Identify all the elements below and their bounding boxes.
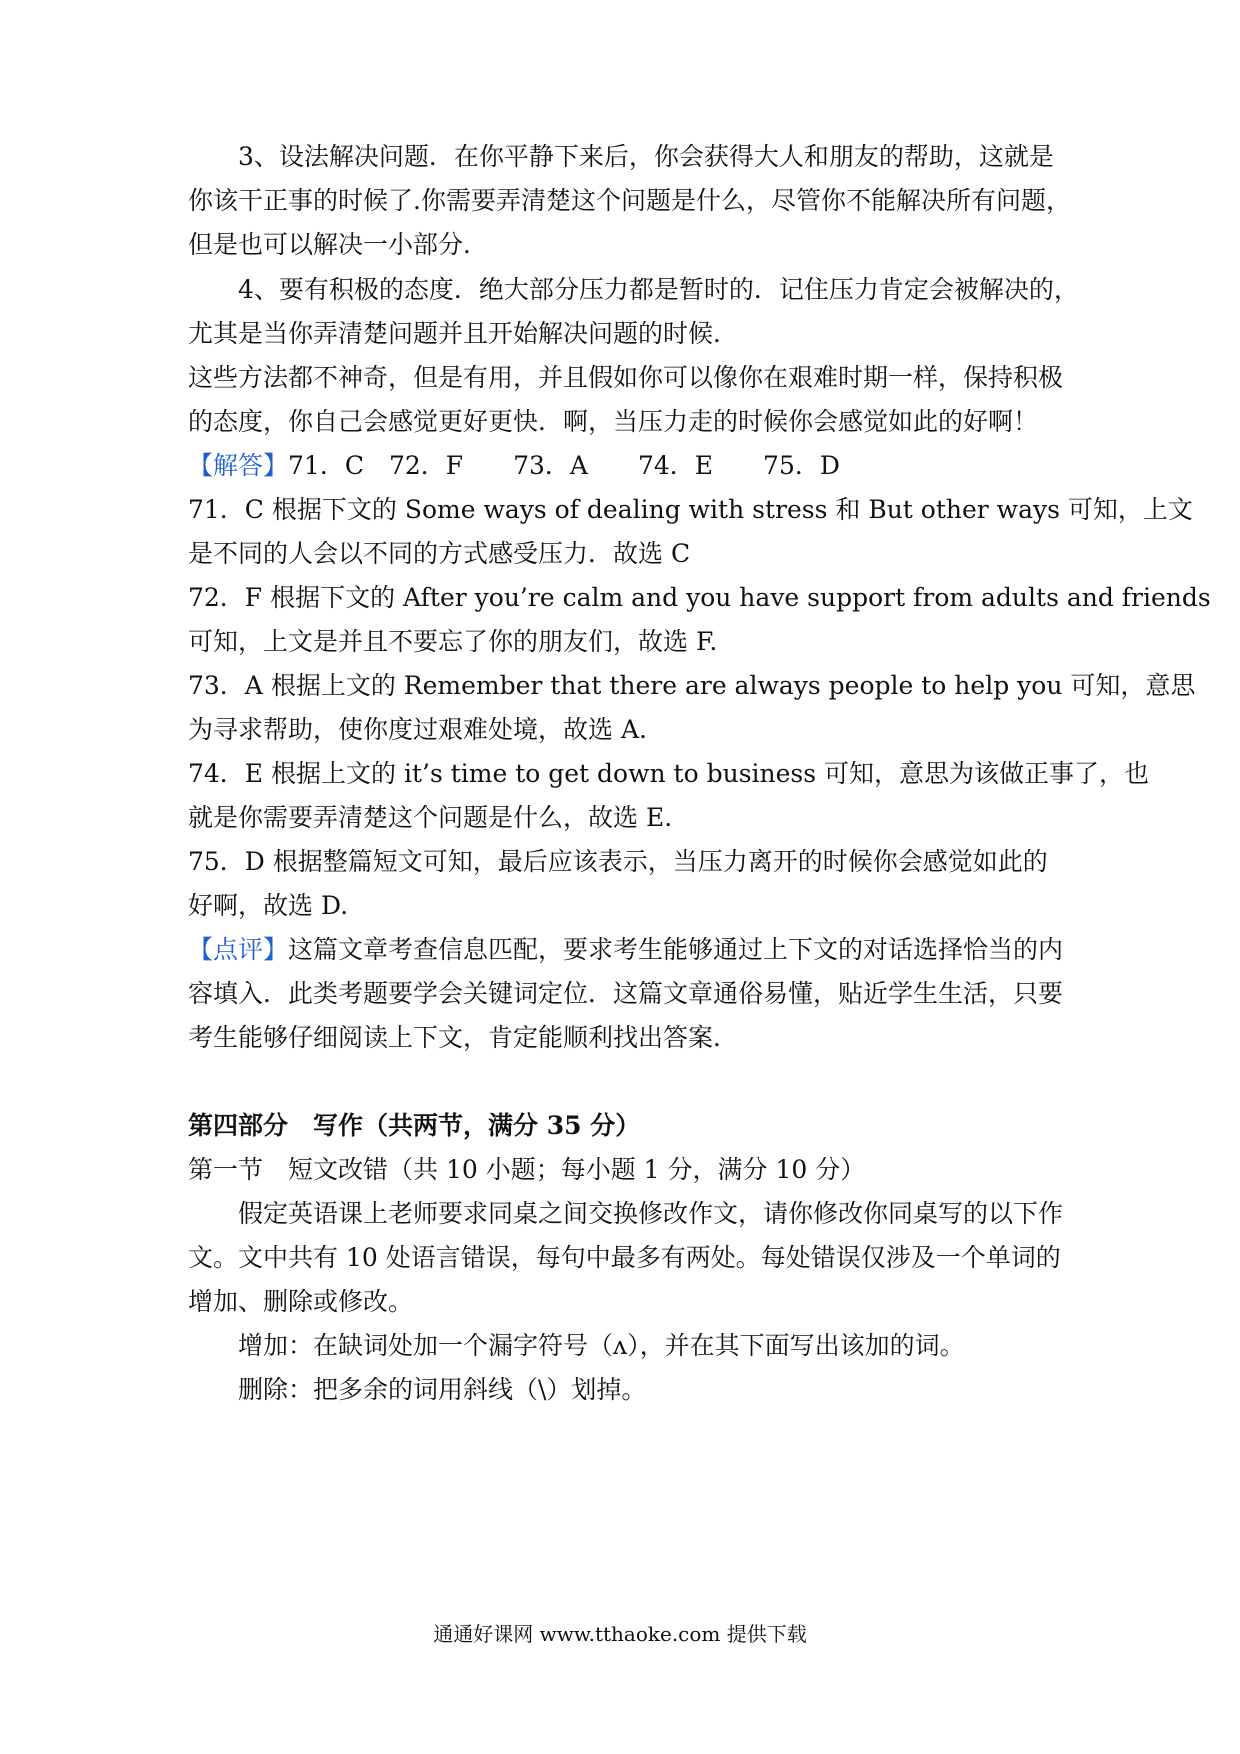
section-4-subheading: 第一节 短文改错（共 10 小题；每小题 1 分，满分 10 分）: [188, 1155, 866, 1184]
instruction-line-1: 假定英语课上老师要求同桌之间交换修改作文，请你修改你同桌写的以下作: [238, 1199, 1064, 1228]
instruction-line-2: 文。文中共有 10 处语言错误，每句中最多有两处。每处错误仅涉及一个单词的: [188, 1243, 1061, 1272]
explanation-74-line-2: 就是你需要弄清楚这个问题是什么，故选 E.: [188, 803, 673, 832]
paragraph-4-line-2: 尤其是当你弄清楚问题并且开始解决问题的时候．: [188, 319, 739, 348]
comment-line-3: 考生能够仔细阅读上下文，肯定能顺利找出答案．: [188, 1023, 739, 1052]
explanation-71-line-1: 71．C 根据下文的 Some ways of dealing with stress 和 But other ways 可知，上文: [188, 495, 1193, 524]
comment-tag: 【点评】: [188, 935, 289, 964]
paragraph-3-line-3: 但是也可以解决一小部分．: [188, 230, 489, 259]
paragraph-3-line-2: 你该干正事的时候了.你需要弄清楚这个问题是什么，尽管你不能解决所有问题，: [188, 186, 1071, 215]
explanation-72-line-1: 72．F 根据下文的 After you’re calm and you have support from adults and friends: [188, 583, 1211, 612]
answer-line: [188, 449, 1068, 483]
explanation-74-line-1: 74．E 根据上文的 it’s time to get down to business 可知，意思为该做正事了，也: [188, 759, 1150, 788]
explanation-72-line-2: 可知，上文是并且不要忘了你的朋友们，故选 F.: [188, 627, 718, 656]
explanation-73-line-1: 73．A 根据上文的 Remember that there are always people to help you 可知，意思: [188, 671, 1196, 700]
paragraph-3-line-1: 3、设法解决问题．在你平静下来后，你会获得大人和朋友的帮助，这就是: [238, 142, 1054, 171]
comment-text-1: 这篇文章考查信息匹配，要求考生能够通过上下文的对话选择恰当的内: [288, 935, 1064, 964]
answer-tag: 【解答】: [188, 451, 289, 480]
explanation-73-line-2: 为寻求帮助，使你度过艰难处境，故选 A.: [188, 715, 647, 744]
closing-line-1: 这些方法都不神奇，但是有用，并且假如你可以像你在艰难时期一样，保持积极: [188, 363, 1064, 392]
comment-line-1: [188, 933, 1068, 967]
delete-rule: 删除：把多余的词用斜线（\）划掉。: [238, 1375, 647, 1404]
explanation-75-line-2: 好啊，故选 D.: [188, 891, 349, 920]
answer-text: 71．C 72．F 73．A 74．E 75．D: [288, 451, 840, 480]
add-rule: 增加：在缺词处加一个漏字符号（ʌ），并在其下面写出该加的词。: [238, 1331, 965, 1360]
explanation-75-line-1: 75．D 根据整篇短文可知，最后应该表示，当压力离开的时候你会感觉如此的: [188, 847, 1048, 876]
closing-line-2: 的态度，你自己会感觉更好更快．啊，当压力走的时候你会感觉如此的好啊！: [188, 407, 1039, 436]
section-4-heading: 第四部分 写作（共两节，满分 35 分）: [188, 1111, 641, 1140]
page-footer: 通通好课网 www.tthaoke.com 提供下载: [433, 1622, 807, 1646]
explanation-71-line-2: 是不同的人会以不同的方式感受压力．故选 C: [188, 539, 691, 568]
comment-line-2: 容填入．此类考题要学会关键词定位．这篇文章通俗易懂，贴近学生生活，只要: [188, 979, 1064, 1008]
instruction-line-3: 增加、删除或修改。: [188, 1287, 414, 1316]
paragraph-4-line-1: 4、要有积极的态度．绝大部分压力都是暂时的．记住压力肯定会被解决的，: [238, 275, 1079, 304]
